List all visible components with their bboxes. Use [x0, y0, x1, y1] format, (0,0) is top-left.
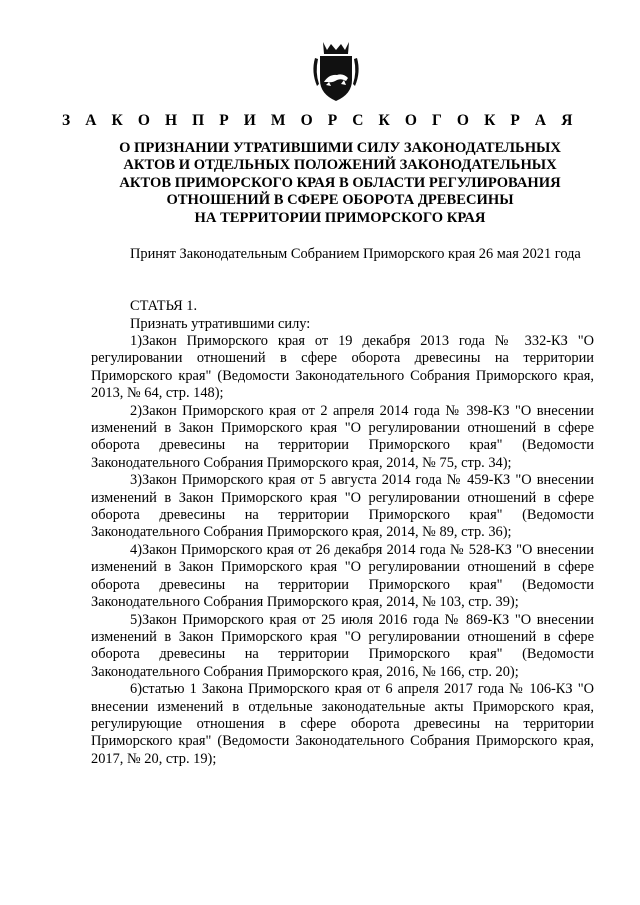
subject-line: АКТОВ ПРИМОРСКОГО КРАЯ В ОБЛАСТИ РЕГУЛИРОВАНИЯ — [119, 174, 561, 191]
list-item: 1)Закон Приморского края от 19 декабря 2013 года № 332-КЗ "О регулировании отношений в сфере оборота древесины на территории Приморского края" (Ведомости Законодательного Собрания Приморского края, 2013, № 64, стр. 148); — [91, 333, 594, 402]
article-heading: СТАТЬЯ 1. — [130, 298, 198, 315]
adoption-note: Принят Законодательным Собранием Приморского края 26 мая 2021 года — [130, 246, 581, 262]
list-item: 3)Закон Приморского края от 5 августа 2014 года № 459-КЗ "О внесении изменений в Закон Приморского края "О регулировании отношений в сфере оборота древесины на территории Приморского края" (Ведомости Законодательного Собрания Приморского края, 2014, № 89, стр. 36); — [91, 472, 594, 541]
subject-line: ОТНОШЕНИЙ В СФЕРЕ ОБОРОТА ДРЕВЕСИНЫ — [166, 192, 514, 209]
subject-line: НА ТЕРРИТОРИИ ПРИМОРСКОГО КРАЯ — [194, 209, 486, 226]
list-item: 6)статью 1 Закона Приморского края от 6 апреля 2017 года № 106-КЗ "О внесении изменений в отдельные законодательные акты Приморского края, регулирующие отношения в сфере оборота древесины на территории Приморского края" (Ведомости Законодательного Собрания Приморского края, 2017, № 20, стр. 19); — [91, 681, 594, 767]
law-subject — [110, 140, 570, 227]
article-intro: Признать утратившими силу: — [130, 315, 311, 332]
law-title: З А К О Н П Р И М О Р С К О Г О К Р А Я — [62, 112, 578, 129]
list-item: 5)Закон Приморского края от 25 июля 2016 года № 869-КЗ "О внесении изменений в Закон Приморского края "О регулировании отношений в сфере оборота древесины на территории Приморского края" (Ведомости Законодательного Собрания Приморского края, 2016, № 166, стр. 20); — [91, 611, 594, 680]
subject-line: О ПРИЗНАНИИ УТРАТИВШИМИ СИЛУ ЗАКОНОДАТЕЛЬНЫХ — [119, 140, 561, 156]
list-item: 2)Закон Приморского края от 2 апреля 2014 года № 398-КЗ "О внесении изменений в Закон Приморского края "О регулировании отношений в сфере оборота древесины на территории Приморского края" (Ведомости Законодательного Собрания Приморского края, 2014, № 75, стр. 34); — [91, 402, 594, 471]
document-body — [91, 246, 594, 768]
list-item: 4)Закон Приморского края от 26 декабря 2014 года № 528-КЗ "О внесении изменений в Закон Приморского края "О регулировании отношений в сфере оборота древесины на территории Приморского края" (Ведомости Законодательного Собрания Приморского края, 2014, № 103, стр. 39); — [91, 541, 594, 611]
subject-line: АКТОВ И ОТДЕЛЬНЫХ ПОЛОЖЕНИЙ ЗАКОНОДАТЕЛЬНЫХ — [123, 157, 557, 174]
primorye-coat-of-arms-icon — [301, 38, 371, 104]
